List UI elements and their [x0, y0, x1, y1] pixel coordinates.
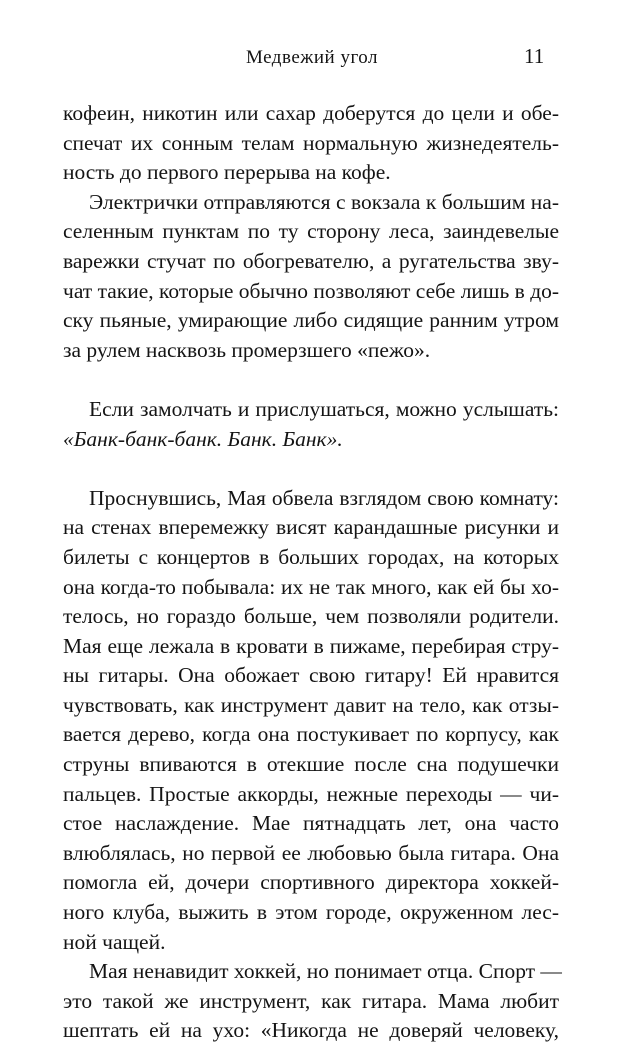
text-line: помогла ей, дочери спортивного директора хоккей- — [63, 870, 559, 895]
text-line: чувствовать, как инструмент давит на тело, как отзы- — [63, 692, 559, 717]
text-line: Если замолчать и прислушаться, можно услышать: — [89, 396, 559, 421]
text-line: спечат их сонным телам нормальную жизнедеятель- — [63, 130, 559, 155]
text-line: струны впиваются в отекшие после сна подушечки — [63, 752, 559, 777]
text-line: варежки стучат по обогревателю, а ругательства зву- — [63, 248, 559, 273]
text-line: пальцев. Простые аккорды, нежные переходы — чи- — [63, 781, 559, 806]
text-line: Мая еще лежала в кровати в пижаме, перебирая стру- — [63, 633, 559, 658]
text-line: ного клуба, выжить в этом городе, окруженном лес- — [63, 900, 559, 925]
text-line: вается дерево, когда она постукивает по корпусу, как — [63, 722, 559, 747]
text-line: селенным пунктам по ту сторону леса, заиндевелые — [63, 219, 559, 244]
running-head-title: Медвежий угол — [245, 47, 379, 68]
text-line-italic: «Банк-банк-банк. Банк. Банк». — [63, 426, 343, 451]
text-line: ной чащей. — [63, 929, 166, 954]
text-line: ны гитары. Она обожает свою гитару! Ей нравится — [63, 663, 559, 688]
text-line: Мая ненавидит хоккей, но понимает отца. Спорт — — [89, 959, 562, 984]
text-line: это такой же инструмент, как гитара. Мама любит — [63, 988, 559, 1013]
text-line: чат такие, которые обычно позволяют себе лишь в до- — [63, 278, 560, 303]
text-line: билеты с концертов в больших городах, на которых — [63, 544, 559, 569]
text-line: ску пьяные, умирающие либо сидящие ранним утром — [63, 308, 559, 333]
text-line: она когда-то побывала: их не так много, как ей бы хо- — [63, 574, 559, 599]
text-line: Проснувшись, Мая обвела взглядом свою комнату: — [89, 485, 559, 510]
text-line: Электрички отправляются с вокзала к большим на- — [89, 189, 559, 214]
text-line: ность до первого перерыва на кофе. — [63, 160, 391, 185]
section-gap — [63, 454, 559, 484]
page-number: 11 — [524, 44, 545, 68]
text-line: кофеин, никотин или сахар доберутся до цели и обе- — [63, 101, 559, 125]
text-line: за рулем насквозь промерзшего «пежо». — [63, 337, 431, 362]
text-line: телось, но гораздо больше, чем позволяли родители. — [63, 604, 559, 629]
text-line: шептать ей на ухо: «Никогда не доверяй человеку, — [63, 1018, 559, 1043]
body-text — [63, 99, 562, 1046]
text-line: на стенах вперемежку висят карандашные рисунки и — [63, 515, 559, 540]
text-line: влюблялась, но первой ее любовью была гитара. Она — [63, 840, 559, 865]
section-gap — [63, 365, 559, 395]
text-line: стое наслаждение. Мае пятнадцать лет, она часто — [63, 811, 559, 836]
